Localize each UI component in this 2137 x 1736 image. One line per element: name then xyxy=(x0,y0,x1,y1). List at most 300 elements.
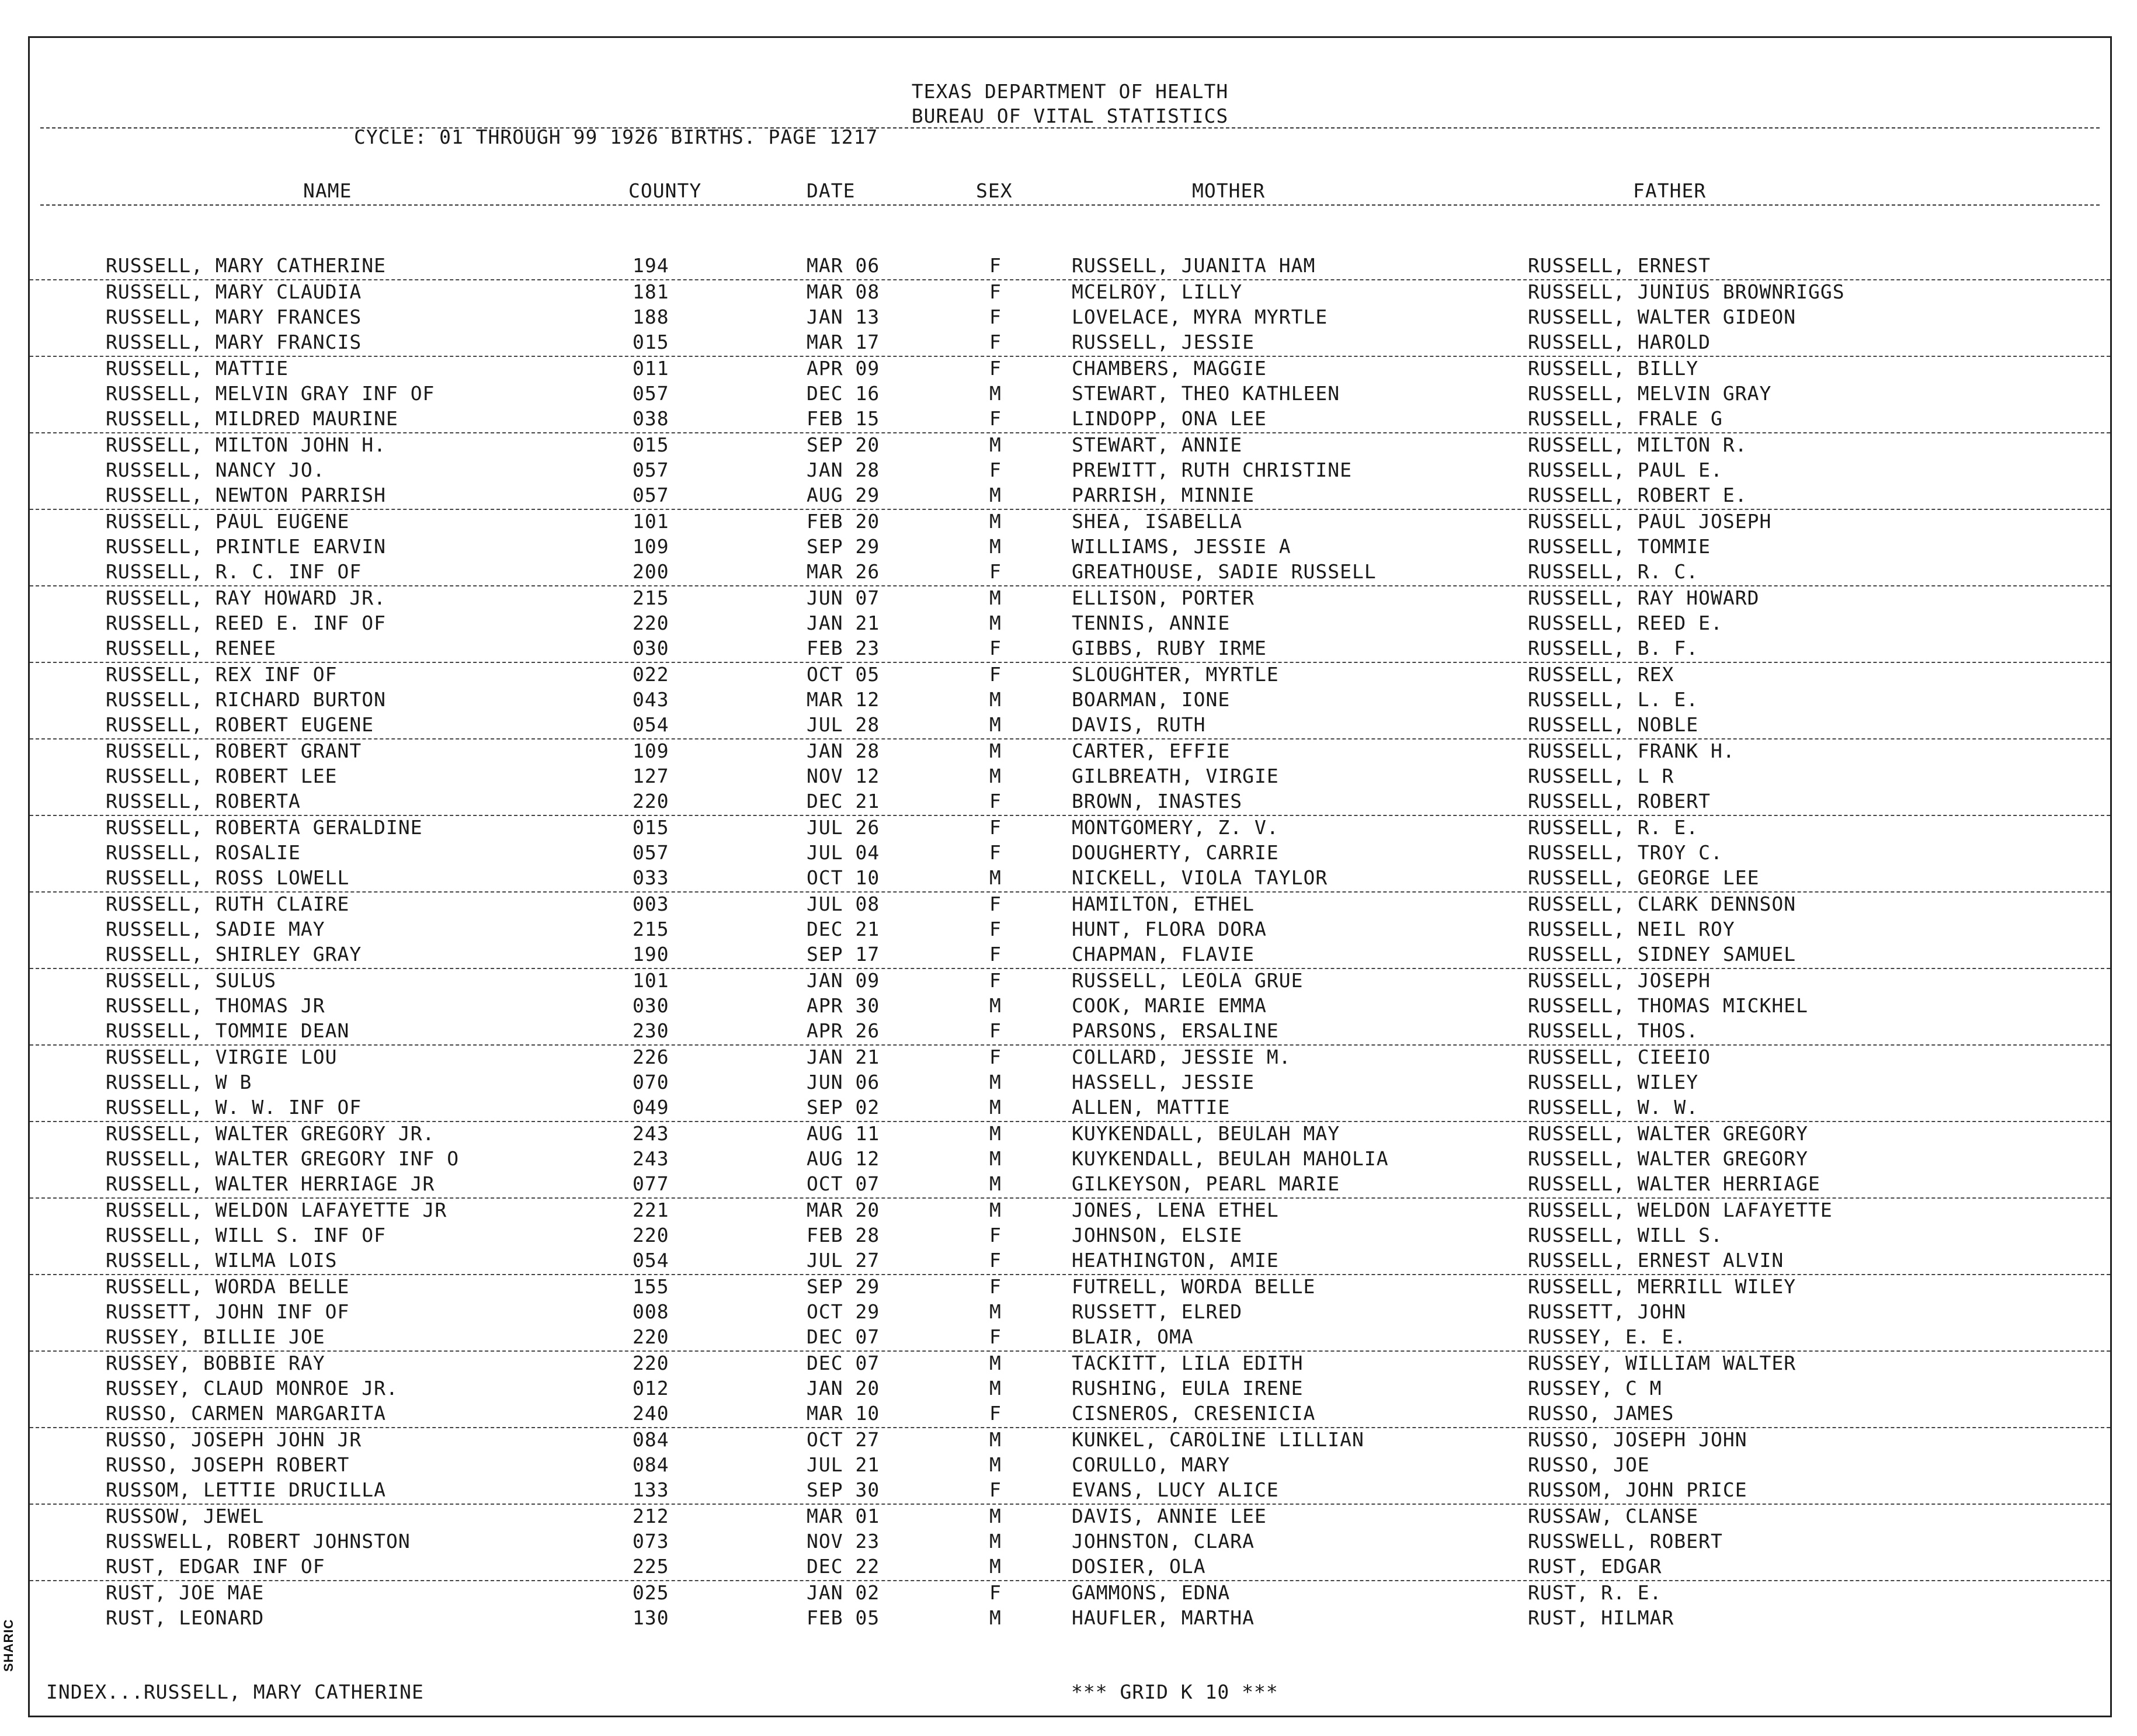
cell-date: SEP 29 xyxy=(807,1275,880,1298)
cell-date: SEP 02 xyxy=(807,1096,880,1119)
cell-name: RUSSELL, ROBERT EUGENE xyxy=(106,713,374,736)
table-row xyxy=(30,1122,2110,1147)
cell-county: 054 xyxy=(633,1249,669,1272)
grid-footer: *** GRID K 10 *** xyxy=(1071,1681,1278,1703)
table-row xyxy=(30,1300,2110,1325)
cell-name: RUSSELL, PRINTLE EARVIN xyxy=(106,535,386,558)
bureau-title: BUREAU OF VITAL STATISTICS xyxy=(911,105,1229,127)
cell-date: AUG 11 xyxy=(807,1122,880,1145)
cell-county: 220 xyxy=(633,1352,669,1374)
cell-mother: ELLISON, PORTER xyxy=(1072,586,1255,609)
cell-name: RUSSELL, PAUL EUGENE xyxy=(106,510,350,533)
cell-mother: EVANS, LUCY ALICE xyxy=(1072,1478,1279,1501)
cell-name: RUSSO, CARMEN MARGARITA xyxy=(106,1402,386,1425)
cell-sex: F xyxy=(989,1046,1002,1068)
cell-county: 240 xyxy=(633,1402,669,1425)
cell-mother: COLLARD, JESSIE M. xyxy=(1072,1046,1291,1068)
table-row xyxy=(30,739,2110,765)
cell-name: RUSSELL, R. C. INF OF xyxy=(106,560,362,583)
cell-mother: SLOUGHTER, MYRTLE xyxy=(1072,663,1279,686)
table-row xyxy=(30,357,2110,382)
cell-name: RUSSOW, JEWEL xyxy=(106,1505,265,1527)
cell-sex: M xyxy=(989,1505,1002,1527)
cell-county: 057 xyxy=(633,382,669,405)
cell-name: RUSSELL, THOMAS JR xyxy=(106,994,325,1017)
column-header-date: DATE xyxy=(807,179,856,202)
cell-sex: M xyxy=(989,1352,1002,1374)
cell-name: RUSSELL, WELDON LAFAYETTE JR xyxy=(106,1199,447,1221)
cell-sex: M xyxy=(989,1122,1002,1145)
table-row xyxy=(30,280,2110,305)
cell-sex: F xyxy=(989,841,1002,864)
cell-name: RUSSELL, ROBERT GRANT xyxy=(106,739,362,762)
cell-name: RUSSELL, RAY HOWARD JR. xyxy=(106,586,386,609)
cell-mother: FUTRELL, WORDA BELLE xyxy=(1072,1275,1316,1298)
cell-name: RUSSELL, NEWTON PARRISH xyxy=(106,484,386,506)
cell-mother: CHAPMAN, FLAVIE xyxy=(1072,943,1255,966)
cell-mother: PARRISH, MINNIE xyxy=(1072,484,1255,506)
cell-county: 057 xyxy=(633,841,669,864)
cell-date: MAR 10 xyxy=(807,1402,880,1425)
cell-sex: F xyxy=(989,918,1002,940)
cell-name: RUSSELL, MILTON JOHN H. xyxy=(106,433,386,456)
table-row xyxy=(30,943,2110,969)
cell-date: FEB 15 xyxy=(807,407,880,430)
cell-county: 012 xyxy=(633,1377,669,1400)
cell-name: RUSSELL, WALTER GREGORY JR. xyxy=(106,1122,435,1145)
cell-sex: M xyxy=(989,994,1002,1017)
cell-mother: LINDOPP, ONA LEE xyxy=(1072,407,1267,430)
cell-county: 022 xyxy=(633,663,669,686)
cell-mother: HASSELL, JESSIE xyxy=(1072,1071,1255,1093)
cell-date: APR 30 xyxy=(807,994,880,1017)
cell-sex: F xyxy=(989,1224,1002,1247)
cell-name: RUSSELL, MARY FRANCES xyxy=(106,305,362,328)
cell-name: RUSSELL, SADIE MAY xyxy=(106,918,325,940)
table-row xyxy=(30,382,2110,407)
cell-sex: F xyxy=(989,816,1002,839)
cell-name: RUSSEY, BILLIE JOE xyxy=(106,1325,325,1348)
cell-father: RUST, R. E. xyxy=(1528,1581,1662,1604)
cell-county: 015 xyxy=(633,331,669,353)
cell-father: RUSSELL, BILLY xyxy=(1528,357,1699,380)
cell-county: 194 xyxy=(633,254,669,277)
table-row xyxy=(30,1581,2110,1606)
cell-name: RUSSELL, WALTER GREGORY INF O xyxy=(106,1147,460,1170)
cell-name: RUSSELL, MARY CATHERINE xyxy=(106,254,386,277)
cell-county: 109 xyxy=(633,739,669,762)
cell-date: JUN 07 xyxy=(807,586,880,609)
cell-mother: TACKITT, LILA EDITH xyxy=(1072,1352,1304,1374)
cell-father: RUSSELL, B. F. xyxy=(1528,637,1699,659)
cell-county: 008 xyxy=(633,1300,669,1323)
cell-name: RUST, JOE MAE xyxy=(106,1581,265,1604)
table-row xyxy=(30,994,2110,1019)
cell-sex: M xyxy=(989,1147,1002,1170)
cell-sex: M xyxy=(989,739,1002,762)
cell-father: RUSSELL, HAROLD xyxy=(1528,331,1711,353)
cell-mother: KUNKEL, CAROLINE LILLIAN xyxy=(1072,1428,1364,1451)
cell-father: RUSSELL, REX xyxy=(1528,663,1674,686)
table-row xyxy=(30,586,2110,612)
cell-date: JUN 06 xyxy=(807,1071,880,1093)
cell-date: SEP 30 xyxy=(807,1478,880,1501)
cell-date: DEC 21 xyxy=(807,918,880,940)
table-row xyxy=(30,841,2110,866)
cell-date: MAR 12 xyxy=(807,688,880,711)
column-header-name: NAME xyxy=(303,179,352,202)
cell-name: RUSSELL, ROBERTA xyxy=(106,790,301,813)
cell-name: RUSSWELL, ROBERT JOHNSTON xyxy=(106,1530,411,1553)
index-footer: INDEX...RUSSELL, MARY CATHERINE xyxy=(46,1681,424,1703)
cell-date: NOV 12 xyxy=(807,765,880,787)
table-row xyxy=(30,484,2110,510)
table-row xyxy=(30,1530,2110,1555)
cell-name: RUSSO, JOSEPH JOHN JR xyxy=(106,1428,362,1451)
cell-mother: CISNEROS, CRESENICIA xyxy=(1072,1402,1316,1425)
cell-date: JAN 02 xyxy=(807,1581,880,1604)
department-title: TEXAS DEPARTMENT OF HEALTH xyxy=(911,80,1229,103)
cell-father: RUSSELL, ERNEST xyxy=(1528,254,1711,277)
cell-father: RUSSO, JOSEPH JOHN xyxy=(1528,1428,1747,1451)
column-header-sex: SEX xyxy=(976,179,1013,202)
cell-date: JUL 28 xyxy=(807,713,880,736)
cell-mother: ALLEN, MATTIE xyxy=(1072,1096,1231,1119)
cell-date: JUL 08 xyxy=(807,893,880,915)
cell-mother: GREATHOUSE, SADIE RUSSELL xyxy=(1072,560,1377,583)
cell-father: RUSSELL, WILL S. xyxy=(1528,1224,1723,1247)
cell-name: RUSSOM, LETTIE DRUCILLA xyxy=(106,1478,386,1501)
cell-county: 070 xyxy=(633,1071,669,1093)
cell-name: RUST, LEONARD xyxy=(106,1606,265,1629)
cell-name: RUSSELL, TOMMIE DEAN xyxy=(106,1019,350,1042)
cell-father: RUSSELL, NOBLE xyxy=(1528,713,1699,736)
cell-sex: M xyxy=(989,1555,1002,1578)
cell-date: FEB 28 xyxy=(807,1224,880,1247)
cell-mother: KUYKENDALL, BEULAH MAY xyxy=(1072,1122,1340,1145)
cell-father: RUSSWELL, ROBERT xyxy=(1528,1530,1723,1553)
cell-father: RUSSELL, R. C. xyxy=(1528,560,1699,583)
table-row xyxy=(30,510,2110,535)
table-row xyxy=(30,254,2110,280)
cell-father: RUSSELL, L R xyxy=(1528,765,1674,787)
cell-father: RUST, HILMAR xyxy=(1528,1606,1674,1629)
cell-county: 200 xyxy=(633,560,669,583)
cell-father: RUSSELL, FRANK H. xyxy=(1528,739,1735,762)
cell-county: 190 xyxy=(633,943,669,966)
cell-date: FEB 23 xyxy=(807,637,880,659)
cell-name: RUSSETT, JOHN INF OF xyxy=(106,1300,350,1323)
cell-father: RUSSELL, FRALE G xyxy=(1528,407,1723,430)
cell-name: RUSSELL, MARY FRANCIS xyxy=(106,331,362,353)
cell-mother: CORULLO, MARY xyxy=(1072,1453,1231,1476)
cell-county: 133 xyxy=(633,1478,669,1501)
cell-county: 181 xyxy=(633,280,669,303)
cell-date: MAR 17 xyxy=(807,331,880,353)
cell-county: 101 xyxy=(633,510,669,533)
cell-county: 130 xyxy=(633,1606,669,1629)
cell-sex: F xyxy=(989,357,1002,380)
cell-county: 049 xyxy=(633,1096,669,1119)
cell-mother: TENNIS, ANNIE xyxy=(1072,612,1231,634)
cell-father: RUSSELL, MELVIN GRAY xyxy=(1528,382,1772,405)
cell-county: 073 xyxy=(633,1530,669,1553)
cell-sex: M xyxy=(989,1199,1002,1221)
cell-father: RUSSELL, JOSEPH xyxy=(1528,969,1711,992)
cell-sex: F xyxy=(989,305,1002,328)
cell-name: RUSSELL, NANCY JO. xyxy=(106,459,325,481)
cycle-line: CYCLE: 01 THROUGH 99 1926 BIRTHS. PAGE 1217 xyxy=(354,126,878,148)
cell-sex: F xyxy=(989,254,1002,277)
cell-name: RUSSELL, WILMA LOIS xyxy=(106,1249,338,1272)
cell-sex: F xyxy=(989,407,1002,430)
table-row xyxy=(30,1352,2110,1377)
cell-date: OCT 27 xyxy=(807,1428,880,1451)
cell-name: RUSSELL, WALTER HERRIAGE JR xyxy=(106,1172,435,1195)
cell-sex: M xyxy=(989,1606,1002,1629)
cell-sex: M xyxy=(989,1096,1002,1119)
cell-date: AUG 12 xyxy=(807,1147,880,1170)
cell-name: RUSSEY, CLAUD MONROE JR. xyxy=(106,1377,398,1400)
table-row xyxy=(30,1428,2110,1453)
cell-father: RUSSELL, GEORGE LEE xyxy=(1528,866,1760,889)
cell-name: RUSSELL, RICHARD BURTON xyxy=(106,688,386,711)
cell-county: 188 xyxy=(633,305,669,328)
cell-county: 109 xyxy=(633,535,669,558)
cell-father: RUSSETT, JOHN xyxy=(1528,1300,1687,1323)
cell-father: RUSSELL, RAY HOWARD xyxy=(1528,586,1760,609)
column-header-mother: MOTHER xyxy=(1192,179,1266,202)
cell-mother: MCELROY, LILLY xyxy=(1072,280,1243,303)
cell-date: DEC 07 xyxy=(807,1325,880,1348)
cell-father: RUSSELL, WALTER GREGORY xyxy=(1528,1122,1808,1145)
cell-name: RUSSELL, SHIRLEY GRAY xyxy=(106,943,362,966)
cell-date: JAN 28 xyxy=(807,739,880,762)
table-row xyxy=(30,1453,2110,1478)
cell-name: RUSSO, JOSEPH ROBERT xyxy=(106,1453,350,1476)
cell-mother: RUSSELL, JESSIE xyxy=(1072,331,1255,353)
cell-county: 057 xyxy=(633,484,669,506)
table-row xyxy=(30,1224,2110,1249)
table-row xyxy=(30,459,2110,484)
cell-date: JAN 28 xyxy=(807,459,880,481)
cell-sex: M xyxy=(989,688,1002,711)
cell-mother: RUSHING, EULA IRENE xyxy=(1072,1377,1304,1400)
cell-sex: F xyxy=(989,969,1002,992)
table-row xyxy=(30,637,2110,663)
cell-mother: PREWITT, RUTH CHRISTINE xyxy=(1072,459,1352,481)
cell-sex: M xyxy=(989,765,1002,787)
cell-county: 212 xyxy=(633,1505,669,1527)
table-row xyxy=(30,713,2110,739)
table-row xyxy=(30,1275,2110,1300)
cell-mother: NICKELL, VIOLA TAYLOR xyxy=(1072,866,1328,889)
column-header-father: FATHER xyxy=(1633,179,1707,202)
cell-sex: M xyxy=(989,1530,1002,1553)
cell-mother: CARTER, EFFIE xyxy=(1072,739,1231,762)
table-row xyxy=(30,407,2110,433)
records-table xyxy=(30,254,2110,1631)
cell-father: RUSSELL, PAUL E. xyxy=(1528,459,1723,481)
cell-county: 077 xyxy=(633,1172,669,1195)
cell-mother: BOARMAN, IONE xyxy=(1072,688,1231,711)
cell-sex: F xyxy=(989,1402,1002,1425)
cell-father: RUSSELL, WALTER GREGORY xyxy=(1528,1147,1808,1170)
cell-date: OCT 29 xyxy=(807,1300,880,1323)
cell-name: RUSSELL, SULUS xyxy=(106,969,277,992)
table-row xyxy=(30,1147,2110,1172)
cell-name: RUSSELL, RUTH CLAIRE xyxy=(106,893,350,915)
cell-date: JAN 13 xyxy=(807,305,880,328)
cell-county: 057 xyxy=(633,459,669,481)
cell-county: 011 xyxy=(633,357,669,380)
cell-date: DEC 21 xyxy=(807,790,880,813)
table-row xyxy=(30,1046,2110,1071)
table-row xyxy=(30,1071,2110,1096)
table-row xyxy=(30,612,2110,637)
cell-date: NOV 23 xyxy=(807,1530,880,1553)
cell-county: 033 xyxy=(633,866,669,889)
table-row xyxy=(30,305,2110,331)
cell-sex: F xyxy=(989,637,1002,659)
cell-father: RUSSELL, CLARK DENNSON xyxy=(1528,893,1797,915)
cell-county: 215 xyxy=(633,918,669,940)
cell-father: RUSSELL, WALTER HERRIAGE xyxy=(1528,1172,1820,1195)
cell-mother: COOK, MARIE EMMA xyxy=(1072,994,1267,1017)
cell-father: RUSSELL, ROBERT E. xyxy=(1528,484,1747,506)
cell-sex: M xyxy=(989,586,1002,609)
cell-sex: F xyxy=(989,1249,1002,1272)
cell-sex: F xyxy=(989,560,1002,583)
cell-date: APR 09 xyxy=(807,357,880,380)
cell-mother: HAMILTON, ETHEL xyxy=(1072,893,1255,915)
cell-mother: HAUFLER, MARTHA xyxy=(1072,1606,1255,1629)
cell-date: JAN 20 xyxy=(807,1377,880,1400)
table-row xyxy=(30,918,2110,943)
cell-date: OCT 05 xyxy=(807,663,880,686)
cell-sex: F xyxy=(989,1275,1002,1298)
cell-father: RUSSELL, WILEY xyxy=(1528,1071,1699,1093)
cell-mother: SHEA, ISABELLA xyxy=(1072,510,1243,533)
cell-mother: CHAMBERS, MAGGIE xyxy=(1072,357,1267,380)
document-frame xyxy=(28,36,2112,1717)
cell-mother: LOVELACE, MYRA MYRTLE xyxy=(1072,305,1328,328)
cell-county: 054 xyxy=(633,713,669,736)
table-row xyxy=(30,1478,2110,1505)
cell-mother: DAVIS, ANNIE LEE xyxy=(1072,1505,1267,1527)
cell-date: MAR 06 xyxy=(807,254,880,277)
cell-name: RUSSELL, MILDRED MAURINE xyxy=(106,407,398,430)
cell-sex: M xyxy=(989,1172,1002,1195)
table-row xyxy=(30,433,2110,459)
cell-date: APR 26 xyxy=(807,1019,880,1042)
cell-father: RUSSELL, MILTON R. xyxy=(1528,433,1747,456)
table-row xyxy=(30,1555,2110,1581)
cell-name: RUSSEY, BOBBIE RAY xyxy=(106,1352,325,1374)
cell-father: RUSSELL, SIDNEY SAMUEL xyxy=(1528,943,1797,966)
cell-date: JUL 21 xyxy=(807,1453,880,1476)
cell-date: JUL 26 xyxy=(807,816,880,839)
cell-name: RUSSELL, ROBERTA GERALDINE xyxy=(106,816,423,839)
cell-county: 221 xyxy=(633,1199,669,1221)
cell-name: RUST, EDGAR INF OF xyxy=(106,1555,325,1578)
cell-county: 043 xyxy=(633,688,669,711)
side-label: SHARIC xyxy=(1,1619,16,1672)
cell-county: 015 xyxy=(633,433,669,456)
cell-name: RUSSELL, ROSS LOWELL xyxy=(106,866,350,889)
cell-county: 030 xyxy=(633,637,669,659)
table-row xyxy=(30,688,2110,713)
cell-county: 243 xyxy=(633,1147,669,1170)
cell-sex: F xyxy=(989,1478,1002,1501)
cell-county: 015 xyxy=(633,816,669,839)
cell-mother: DOSIER, OLA xyxy=(1072,1555,1206,1578)
cell-father: RUSSELL, TROY C. xyxy=(1528,841,1723,864)
cell-sex: M xyxy=(989,1071,1002,1093)
cell-date: DEC 22 xyxy=(807,1555,880,1578)
cell-mother: DAVIS, RUTH xyxy=(1072,713,1206,736)
cell-sex: M xyxy=(989,1377,1002,1400)
cell-name: RUSSELL, ROSALIE xyxy=(106,841,301,864)
cell-father: RUSSELL, JUNIUS BROWNRIGGS xyxy=(1528,280,1845,303)
cell-date: FEB 20 xyxy=(807,510,880,533)
table-row xyxy=(30,1199,2110,1224)
cell-date: MAR 01 xyxy=(807,1505,880,1527)
cell-father: RUSSO, JAMES xyxy=(1528,1402,1674,1425)
cell-county: 215 xyxy=(633,586,669,609)
cell-date: MAR 20 xyxy=(807,1199,880,1221)
cell-name: RUSSELL, RENEE xyxy=(106,637,277,659)
cell-sex: M xyxy=(989,433,1002,456)
cell-county: 155 xyxy=(633,1275,669,1298)
cell-name: RUSSELL, W. W. INF OF xyxy=(106,1096,362,1119)
cell-name: RUSSELL, WILL S. INF OF xyxy=(106,1224,386,1247)
cell-name: RUSSELL, REX INF OF xyxy=(106,663,338,686)
cell-father: RUSSELL, ERNEST ALVIN xyxy=(1528,1249,1784,1272)
cell-county: 220 xyxy=(633,790,669,813)
cell-mother: HUNT, FLORA DORA xyxy=(1072,918,1267,940)
cell-name: RUSSELL, WORDA BELLE xyxy=(106,1275,350,1298)
cell-sex: M xyxy=(989,535,1002,558)
table-row xyxy=(30,866,2110,893)
cell-father: RUSSELL, TOMMIE xyxy=(1528,535,1711,558)
cell-father: RUSSELL, W. W. xyxy=(1528,1096,1699,1119)
cell-county: 225 xyxy=(633,1555,669,1578)
cell-date: OCT 07 xyxy=(807,1172,880,1195)
cell-sex: F xyxy=(989,280,1002,303)
cell-date: DEC 16 xyxy=(807,382,880,405)
cell-date: OCT 10 xyxy=(807,866,880,889)
cell-father: RUSSELL, ROBERT xyxy=(1528,790,1711,813)
cell-name: RUSSELL, MELVIN GRAY INF OF xyxy=(106,382,435,405)
cell-mother: STEWART, ANNIE xyxy=(1072,433,1243,456)
table-row xyxy=(30,1402,2110,1428)
cell-sex: M xyxy=(989,510,1002,533)
cell-mother: KUYKENDALL, BEULAH MAHOLIA xyxy=(1072,1147,1389,1170)
cell-mother: RUSSELL, LEOLA GRUE xyxy=(1072,969,1304,992)
table-row xyxy=(30,1096,2110,1122)
cell-sex: M xyxy=(989,1300,1002,1323)
table-row xyxy=(30,1505,2110,1530)
cell-sex: M xyxy=(989,612,1002,634)
cell-county: 003 xyxy=(633,893,669,915)
cell-date: AUG 29 xyxy=(807,484,880,506)
cell-father: RUSSELL, MERRILL WILEY xyxy=(1528,1275,1797,1298)
cell-sex: M xyxy=(989,1453,1002,1476)
cell-county: 101 xyxy=(633,969,669,992)
cell-father: RUSSELL, R. E. xyxy=(1528,816,1699,839)
cell-date: JAN 09 xyxy=(807,969,880,992)
